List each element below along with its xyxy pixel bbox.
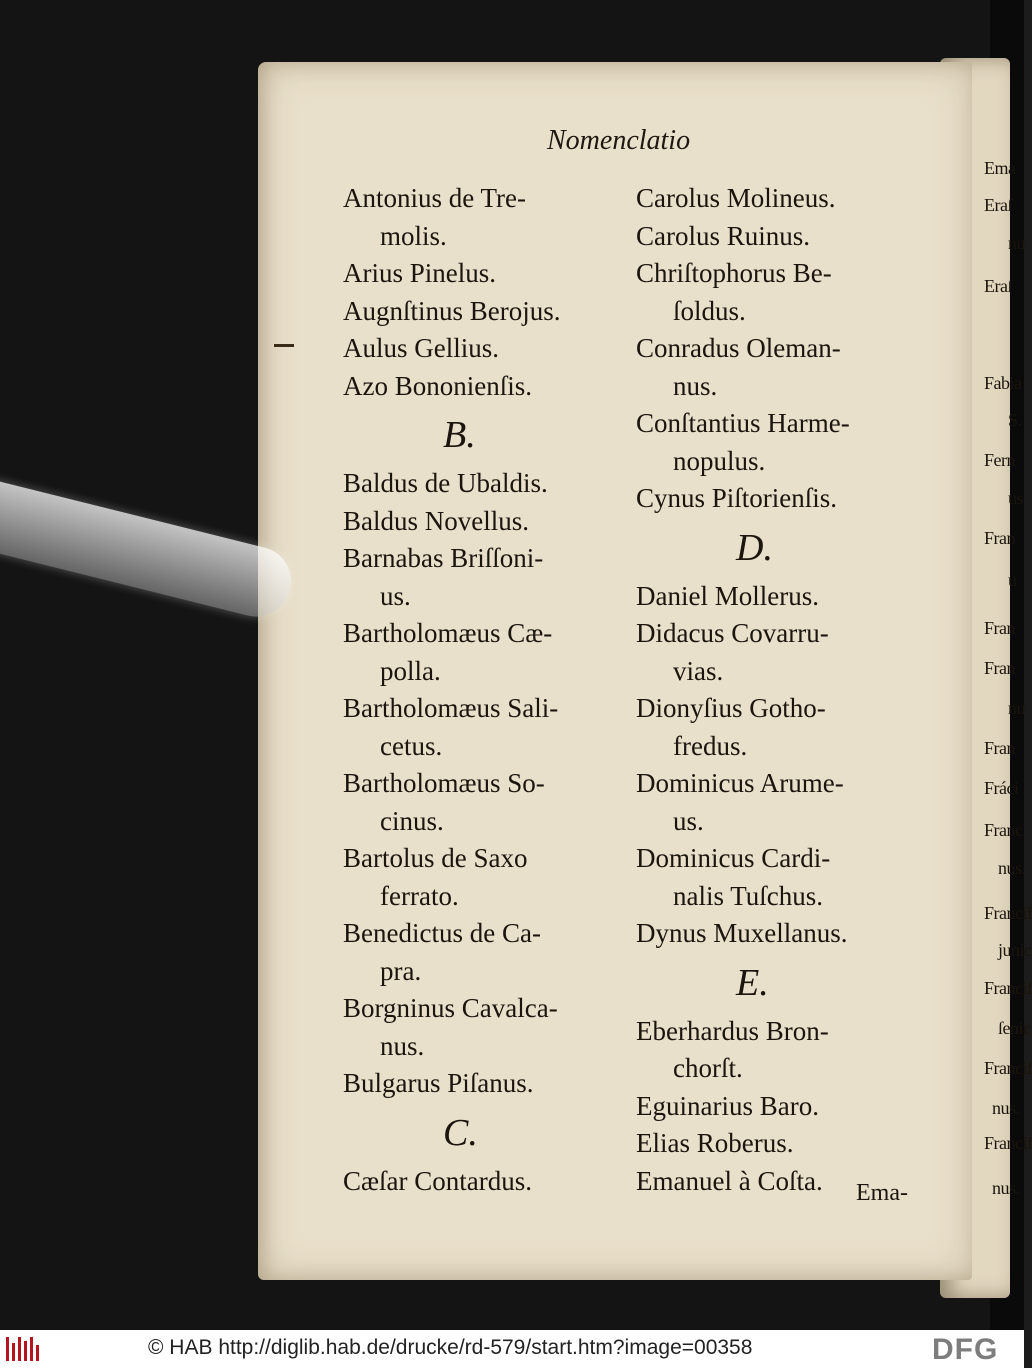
name-entry: Conſtantius Harme- [636,408,850,438]
name-entry: us. [380,580,411,611]
name-entry: nus. [380,1030,425,1061]
name-entry: Azo Bononienſis. [343,370,532,401]
facing-page-fragment: Fráci [984,778,1019,798]
name-entry: polla. [380,655,441,686]
name-entry: Bartolus de Saxo [343,843,528,873]
catchword: Ema- [856,1180,908,1206]
facing-page-fragment: u [1008,570,1017,590]
name-entry: Didacus Covarru- [636,618,829,648]
name-entry: Carolus Ruinus. [636,220,811,251]
facing-page-fragment: nu [1008,233,1025,253]
facing-page-fragment: junic [998,940,1032,960]
section-letter: B. [443,414,476,456]
name-entry: Benedictus de Ca- [343,918,541,948]
facing-page-fragment: S. [1008,410,1022,430]
facing-page-fragment: Fran [984,738,1015,758]
facing-page-fragment: Fran [984,658,1015,678]
name-entry: chorſt. [673,1053,743,1083]
facing-page-fragment: Fran [984,618,1015,638]
copyright-credit: © HAB http://diglib.hab.de/drucke/rd-579/start.htm?image=00358 [148,1336,753,1359]
name-entry: Daniel Mollerus. [636,580,819,611]
name-entry: Bartholomæus Cæ- [343,618,553,648]
name-entry: Baldus de Ubaldis. [343,468,548,498]
facing-page-fragment: nu [1008,698,1025,718]
name-entry: Dionyſius Gotho- [636,693,826,723]
name-entry: Dynus Muxellanus. [636,918,848,948]
name-entry: Cæſar Contardus. [343,1165,532,1196]
footer-bar [0,1330,1024,1368]
name-entry: Chriſtophorus Be- [636,258,832,288]
dfg-logo: DFG [932,1333,999,1366]
name-entry: Dominicus Cardi- [636,843,831,873]
section-letter: E. [736,961,769,1004]
hab-barcode-logo-icon [6,1337,44,1361]
name-entry: Baldus Novellus. [343,505,529,536]
facing-page-fragment: us [1008,488,1024,508]
name-entry: Elias Roberus. [636,1128,794,1158]
name-entry: Bulgarus Piſanus. [343,1068,534,1098]
name-entry: nalis Tuſchus. [673,880,824,911]
name-entry: cetus. [380,730,443,761]
left-column [343,180,643,1200]
name-entry: us. [673,805,704,836]
facing-page-fragment: Franc [984,820,1023,840]
name-entry: pra. [380,955,422,986]
section-letter: D. [736,526,773,569]
name-entry: Bartholomæus So- [343,768,545,798]
name-entry: Eguinarius Baro. [636,1090,819,1121]
name-entry: ferrato. [380,880,459,911]
facing-page-fragment: nus. [992,1178,1020,1198]
section-letter: C. [443,1111,478,1154]
name-entry: Carolus Molineus. [636,183,836,213]
facing-page-fragment: ſenic [998,1018,1031,1038]
facing-page-fragment: Francif [984,903,1032,923]
name-entry: Conradus Oleman- [636,333,841,363]
name-entry: Aulus Gellius. [343,333,500,363]
name-entry: nus. [673,370,718,401]
facing-page-fragment: Ema [984,158,1016,178]
name-entry: Dominicus Arume- [636,768,844,798]
facing-page-fragment: Eraſ [984,195,1012,215]
name-entry: nopulus. [673,445,766,476]
name-entry: Bartholomæus Sali- [343,693,559,723]
facing-page-fragment: nus. [998,858,1026,878]
name-entry: Cynus Piſtorienſis. [636,483,838,513]
facing-page-fragment: Eraſ [984,276,1012,296]
facing-page-fragment: Fran [984,528,1015,548]
facing-page-fragment: nus. [992,1098,1020,1118]
running-head: Nomenclatio [547,125,691,156]
name-entry: Augnſtinus Berojus. [343,295,561,326]
name-entry: cinus. [380,805,444,836]
glass-page-weight [0,476,298,624]
facing-page-fragment: Francif [984,1058,1032,1078]
name-entry: Emanuel à Coſta. [636,1165,823,1196]
name-entry: Borgninus Cavalca- [343,993,558,1023]
name-entry: Antonius de Tre- [343,183,527,213]
facing-page-fragment: Fabia [984,373,1022,393]
facing-page-fragment: Francif [984,978,1032,998]
name-entry: ſoldus. [673,295,746,326]
margin-mark [274,344,294,347]
name-entry: fredus. [673,730,748,761]
facing-page-fragment: Francif [984,1133,1032,1153]
name-entry: vias. [673,655,724,686]
name-entry: Barnabas Briſſoni- [343,543,544,573]
name-entry: Eberhardus Bron- [636,1015,829,1046]
name-entry: Arius Pinelus. [343,258,497,288]
name-entry: molis. [380,220,447,251]
facing-page-fragment: Fern [984,450,1015,470]
right-column [636,180,936,1200]
